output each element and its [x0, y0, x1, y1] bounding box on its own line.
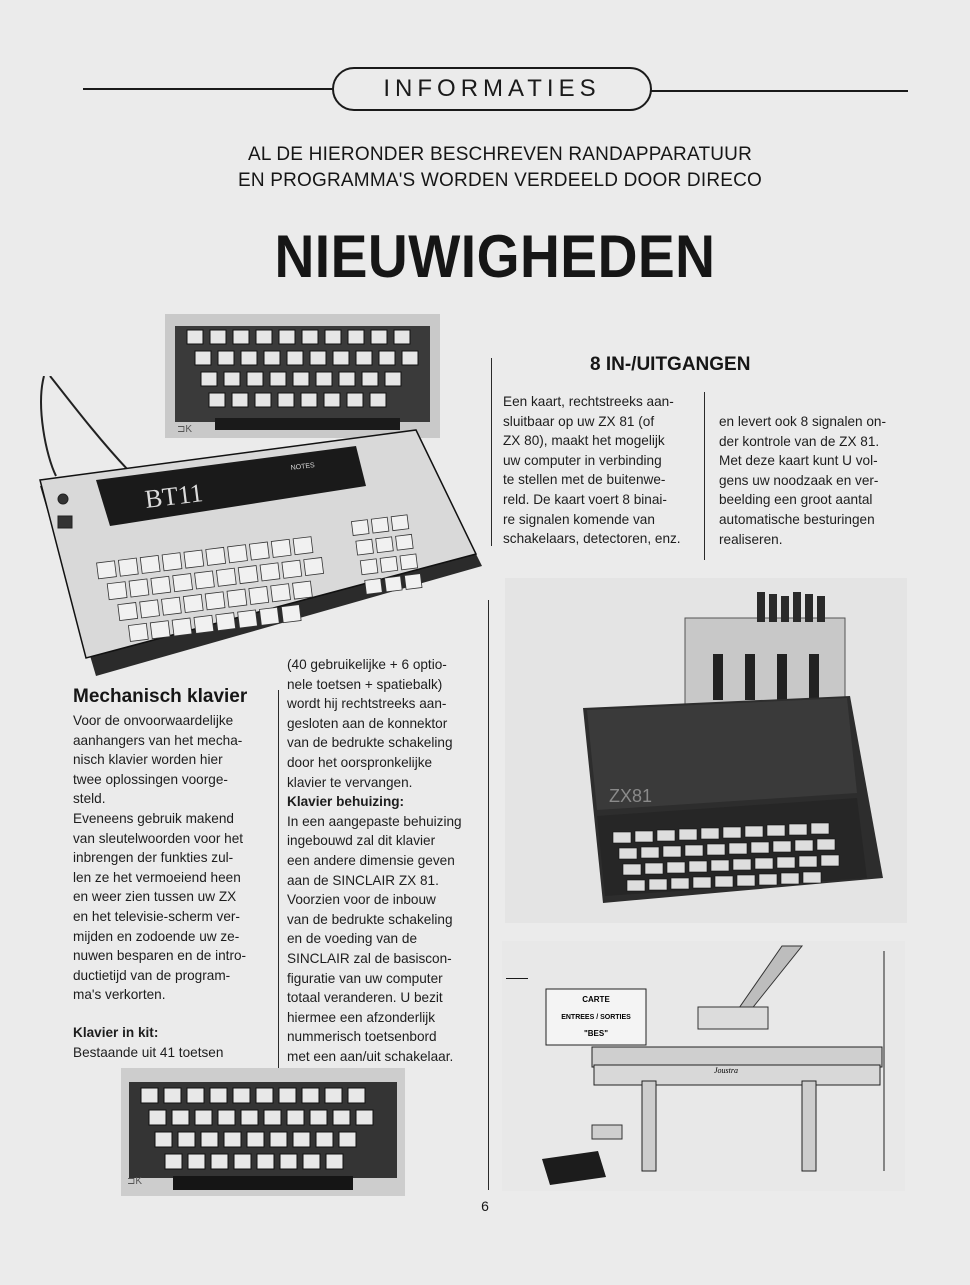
keyboard-col2b-line: aan de SINCLAIR ZX 81.	[287, 872, 439, 888]
carte-label-3: "BES"	[583, 1029, 609, 1038]
keyboard-article-title: Mechanisch klavier	[73, 686, 248, 707]
keyboard-col1-line: nisch klavier worden hier	[73, 752, 223, 768]
housing-subhead: Klavier behuizing:	[287, 794, 405, 810]
header-rule-right	[650, 90, 908, 92]
photo-bt11-keyboard	[36, 376, 482, 678]
svg-text:⊐K: ⊐K	[177, 424, 193, 435]
carte-label-2: ENTREES / SORTIES	[561, 1014, 631, 1021]
io-col2-line: beelding een groot aantal	[719, 492, 873, 508]
keyboard-col2b-line: In een aangepaste behuizing	[287, 813, 462, 829]
keyboard-col1-line: len ze het vermoeiend heen	[73, 869, 241, 885]
bt11-display-text: BT11	[143, 478, 205, 514]
io-col2-line: gens uw noodzaak en ver-	[719, 472, 879, 488]
io-col1-line: schakelaars, detectoren, enz.	[503, 531, 681, 547]
keyboard-col1-line: Eveneens gebruik makend	[73, 810, 234, 826]
keyboard-col2-line: (40 gebruikelijke + 6 optio-	[287, 657, 447, 672]
keyboard-col2-line: klavier te vervangen.	[287, 774, 413, 790]
io-col1-line: reld. De kaart voert 8 binai-	[503, 491, 667, 507]
keyboard-col1-line: en het televisie-scherm ver-	[73, 908, 240, 924]
photo-crane-demo	[502, 941, 905, 1191]
io-article-column-1	[503, 392, 693, 549]
keyboard-col1-line: inbrengen der funkties zul-	[73, 850, 234, 866]
crane-brand-text: Joustra	[714, 1066, 738, 1075]
io-col2-line: en levert ook 8 signalen on-	[719, 414, 887, 429]
kit-subhead: Klavier in kit:	[73, 1024, 159, 1040]
svg-text:⊐K: ⊐K	[127, 1176, 143, 1187]
keyboard-col2b-line: ingebouwd zal dit klavier	[287, 833, 436, 849]
keyboard-col2b-line: en de voeding van de	[287, 931, 418, 947]
keyboard-col1-line: twee oplossingen voorge-	[73, 771, 228, 787]
keyboard-col1-line: en weer zien tussen uw ZX	[73, 889, 237, 905]
keyboard-col1-line: Voor de onvoorwaardelijke	[73, 713, 234, 728]
keyboard-article-column-2	[287, 655, 475, 1066]
keyboard-col1-line: ductietijd van de program-	[73, 967, 231, 983]
keyboard-col2b-line: hiermee een afzonderlijk	[287, 1009, 436, 1025]
io-col2-line: Met deze kaart kunt U vol-	[719, 453, 878, 469]
io-col1-line: ZX 80), maakt het mogelijk	[503, 433, 665, 449]
carte-label-1: CARTE	[582, 995, 610, 1004]
zx81-logo-text: ZX81	[609, 786, 653, 806]
keyboard-col2-line: nele toetsen + spatiebalk)	[287, 676, 443, 692]
distribution-line-2: EN PROGRAMMA'S WORDEN VERDEELD DOOR DIRECO	[237, 170, 763, 191]
io-col2-line: automatische besturingen	[719, 511, 875, 527]
distribution-line-1: AL DE HIERONDER BESCHREVEN RANDAPPARATUUR	[247, 144, 753, 165]
keyboard-col1-line: ma's verkorten.	[73, 987, 166, 1003]
page-headline: NIEUWIGHEDEN	[274, 223, 716, 290]
io-divider-mid	[704, 392, 705, 560]
io-col1-line: sluitbaar op uw ZX 81 (of	[503, 413, 655, 429]
keyboard-col2-line: gesloten aan de konnektor	[287, 715, 448, 731]
keyboard-column-divider	[278, 690, 279, 1076]
page-number: 6	[481, 1198, 489, 1214]
io-col1-line: re signalen komende van	[503, 511, 655, 527]
keyboard-col1-line: nuwen besparen en de intro-	[73, 948, 247, 964]
center-column-divider	[488, 600, 489, 1190]
keyboard-col2-line: wordt hij rechtstreeks aan-	[287, 696, 447, 712]
keyboard-col2-line: van de bedrukte schakeling	[287, 735, 453, 751]
keyboard-col1-line: aanhangers van het mecha-	[73, 732, 243, 748]
io-article-column-2	[719, 412, 909, 549]
keyboard-col2b-line: met een aan/uit schakelaar.	[287, 1048, 454, 1064]
io-col2-line: realiseren.	[719, 531, 783, 547]
photo-zx81-io-card	[505, 578, 907, 923]
section-title: INFORMATIES	[383, 75, 601, 102]
io-col1-line: uw computer in verbinding	[503, 452, 662, 468]
io-col1-line: te stellen met de buitenwe-	[503, 472, 666, 488]
side-mark	[506, 978, 528, 979]
io-col2-line: der kontrole van de ZX 81.	[719, 433, 880, 449]
io-col1-line: Een kaart, rechtstreeks aan-	[503, 394, 674, 409]
header-rule-left	[83, 88, 335, 90]
keyboard-col2b-line: nummerisch toetsenbord	[287, 1029, 437, 1045]
keyboard-col1-line: steld.	[73, 791, 106, 807]
section-title-box	[332, 67, 652, 111]
keyboard-col2b-line: Voorzien voor de inbouw	[287, 892, 436, 908]
io-article-title: 8 IN-/UITGANGEN	[590, 354, 751, 375]
io-divider-left	[491, 358, 492, 546]
keyboard-col2b-line: totaal veranderen. U bezit	[287, 990, 443, 1006]
keyboard-col2b-line: een andere dimensie geven	[287, 852, 455, 868]
keyboard-col2b-line: figuratie van uw computer	[287, 970, 443, 986]
keyboard-col1-line: mijden en zodoende uw ze-	[73, 928, 240, 944]
photo-keyboard-kit	[121, 1068, 405, 1196]
keyboard-article-column-1	[73, 711, 261, 1062]
keyboard-col2b-line: SINCLAIR zal de basiscon-	[287, 950, 452, 966]
keyboard-col2-line: door het oorspronkelijke	[287, 754, 433, 770]
kit-line: Bestaande uit 41 toetsen	[73, 1044, 224, 1060]
keyboard-col1-line: van sleutelwoorden voor het	[73, 830, 244, 846]
keyboard-col2b-line: van de bedrukte schakeling	[287, 911, 453, 927]
bt11-notes-label: NOTES	[290, 462, 316, 472]
